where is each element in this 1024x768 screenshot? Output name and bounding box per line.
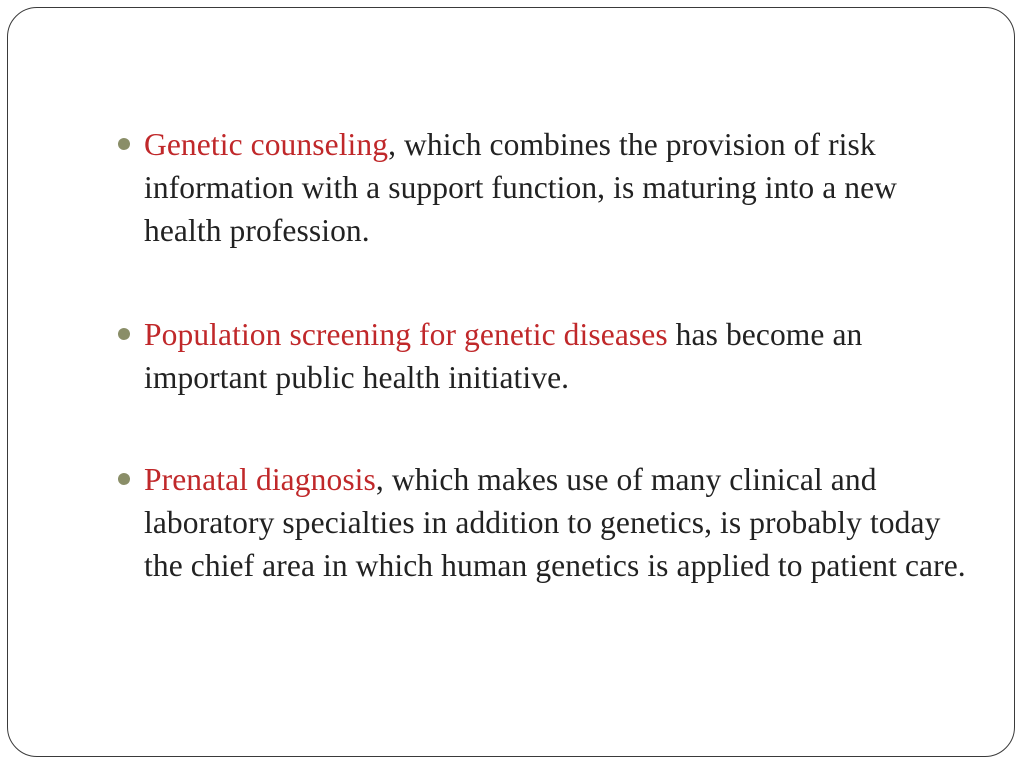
bullet-dot-icon [118,473,130,485]
bullet-item-genetic-counseling [144,123,974,252]
bullet-text: , which makes use of many clinical and laboratory specialties in addition to genetics, is probably today the chief area in which human genetics is applied to patient care. [144,462,966,583]
bullet-dot-icon [118,328,130,340]
bullet-text: , which combines the provision of risk information with a support function, is maturing into a new health profession. [144,127,898,248]
bullet-highlight: Genetic counseling [144,127,389,162]
bullet-item-population-screening [144,313,974,399]
bullet-item-prenatal-diagnosis [144,458,974,587]
bullet-list [8,8,1014,756]
bullet-text: has become an important public health initiative. [144,317,863,395]
bullet-dot-icon [118,138,130,150]
slide-frame [7,7,1015,757]
bullet-highlight: Prenatal diagnosis [144,462,376,497]
bullet-highlight: Population screening for genetic diseases [144,317,668,352]
